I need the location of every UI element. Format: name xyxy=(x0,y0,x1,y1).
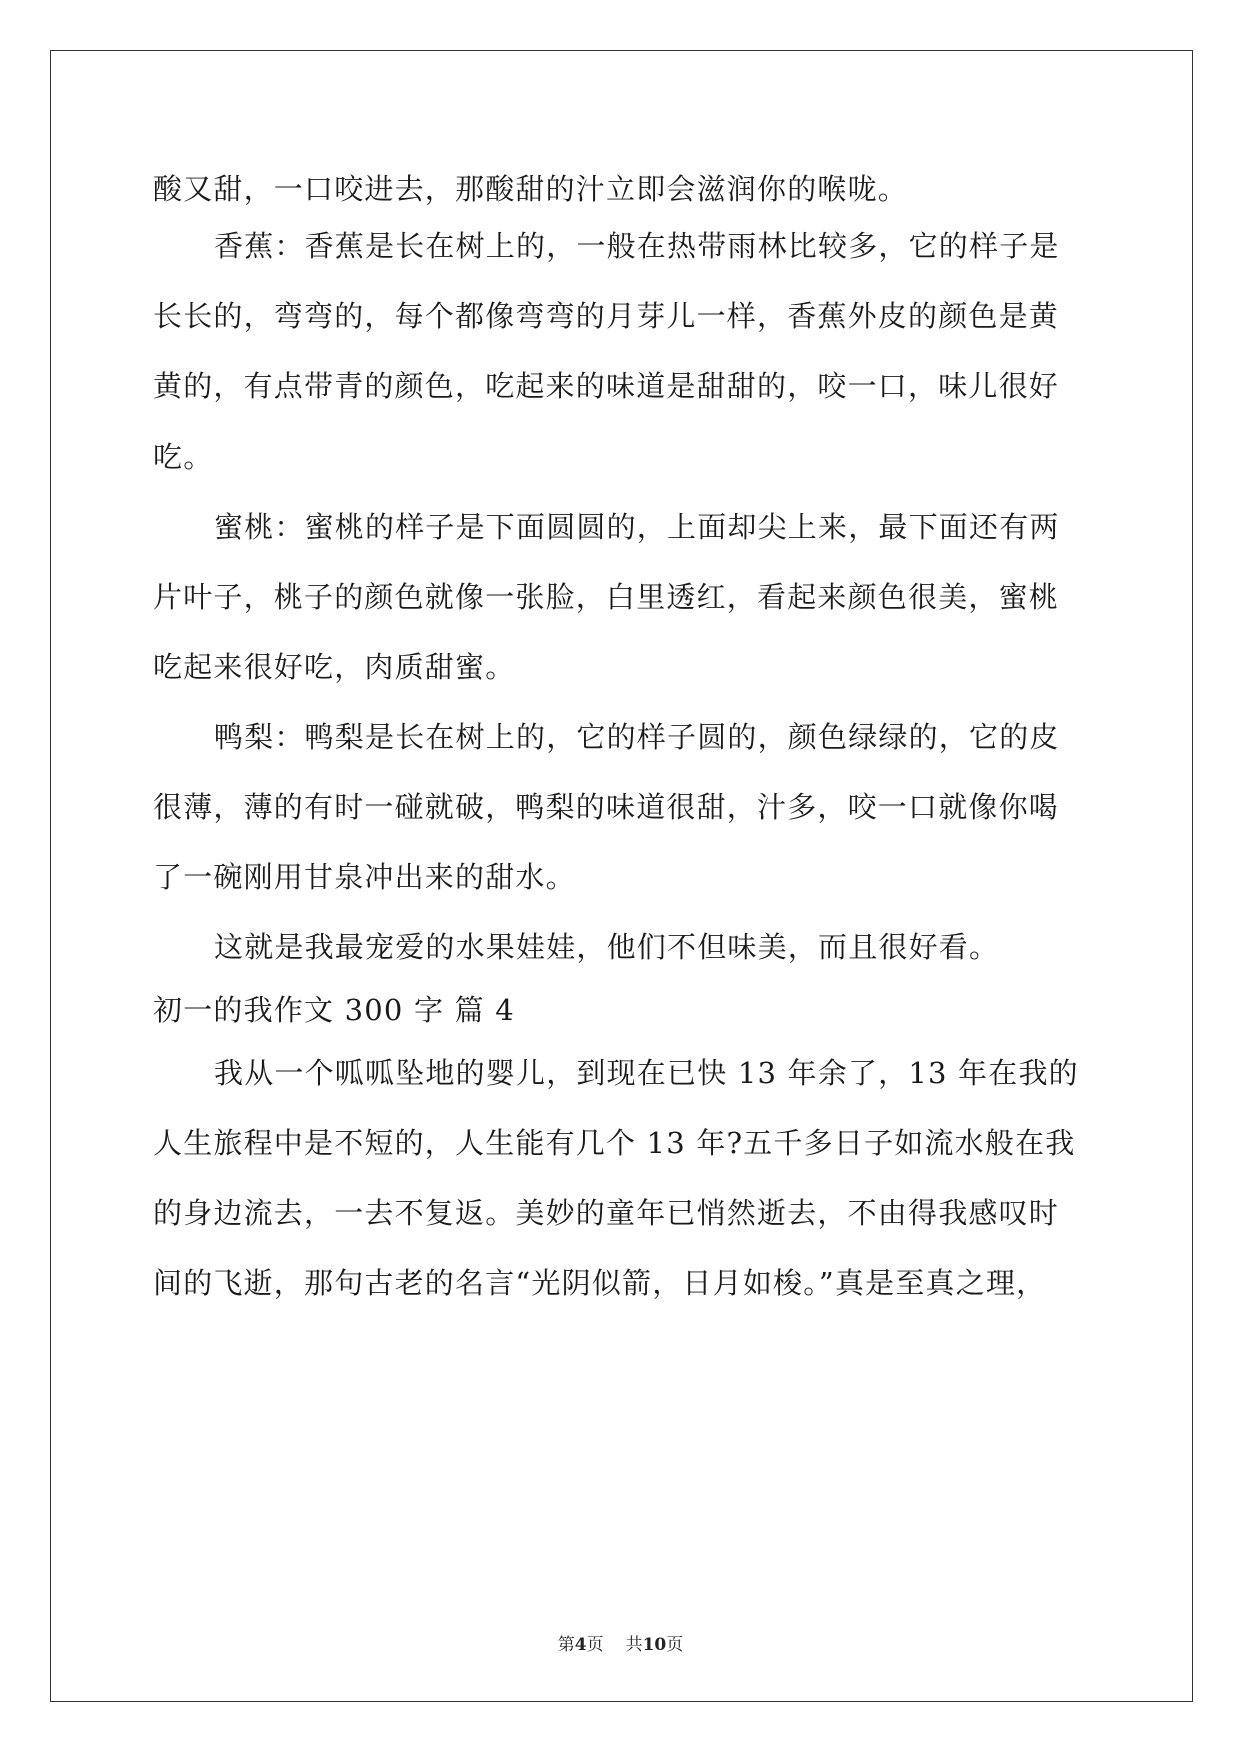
paragraph-start-line: 这就是我最宠爱的水果娃娃，他们不但味美，而且很好看。 xyxy=(214,930,1000,964)
text-line: 很薄，薄的有时一碰就破，鸭梨的味道很甜，汁多，咬一口就像你喝 xyxy=(153,790,1060,824)
text-line: 黄的，有点带青的颜色，吃起来的味道是甜甜的，咬一口，味儿很好 xyxy=(153,369,1060,403)
footer-total-prefix: 共 xyxy=(625,1635,643,1655)
text-line: 人生旅程中是不短的，人生能有几个 13 年?五千多日子如流水般在我 xyxy=(153,1126,1076,1160)
text-line: 间的飞逝，那句古老的名言“光阴似箭，日月如梭。”真是至真之理， xyxy=(153,1266,1047,1300)
text-line: 片叶子，桃子的颜色就像一张脸，白里透红，看起来颜色很美，蜜桃 xyxy=(153,580,1060,614)
paragraph-start-line: 蜜桃：蜜桃的样子是下面圆圆的，上面却尖上来，最下面还有两 xyxy=(214,510,1060,544)
text-line: 吃。 xyxy=(153,440,214,474)
page-footer xyxy=(0,1633,1241,1657)
footer-page-suffix: 页 xyxy=(586,1635,604,1655)
paragraph-start-line: 鸭梨：鸭梨是长在树上的，它的样子圆的，颜色绿绿的，它的皮 xyxy=(214,720,1060,754)
text-line: 了一碗刚用甘泉冲出来的甜水。 xyxy=(153,860,576,894)
footer-page-number: 4 xyxy=(574,1635,587,1655)
section-heading: 初一的我作文 300 字 篇 4 xyxy=(153,993,515,1027)
paragraph-start-line: 我从一个呱呱坠地的婴儿，到现在已快 13 年余了，13 年在我的 xyxy=(214,1056,1079,1090)
footer-total-suffix: 页 xyxy=(666,1635,684,1655)
text-line: 长长的，弯弯的，每个都像弯弯的月芽儿一样，香蕉外皮的颜色是黄 xyxy=(153,299,1060,333)
text-line: 吃起来很好吃，肉质甜蜜。 xyxy=(153,650,516,684)
text-line: 酸又甜，一口咬进去，那酸甜的汁立即会滋润你的喉咙。 xyxy=(153,172,909,206)
footer-total-pages: 10 xyxy=(642,1635,667,1655)
paragraph-start-line: 香蕉：香蕉是长在树上的，一般在热带雨林比较多，它的样子是 xyxy=(214,229,1060,263)
footer-page-prefix: 第 xyxy=(557,1635,575,1655)
text-line: 的身边流去，一去不复返。美妙的童年已悄然逝去，不由得我感叹时 xyxy=(153,1196,1060,1230)
